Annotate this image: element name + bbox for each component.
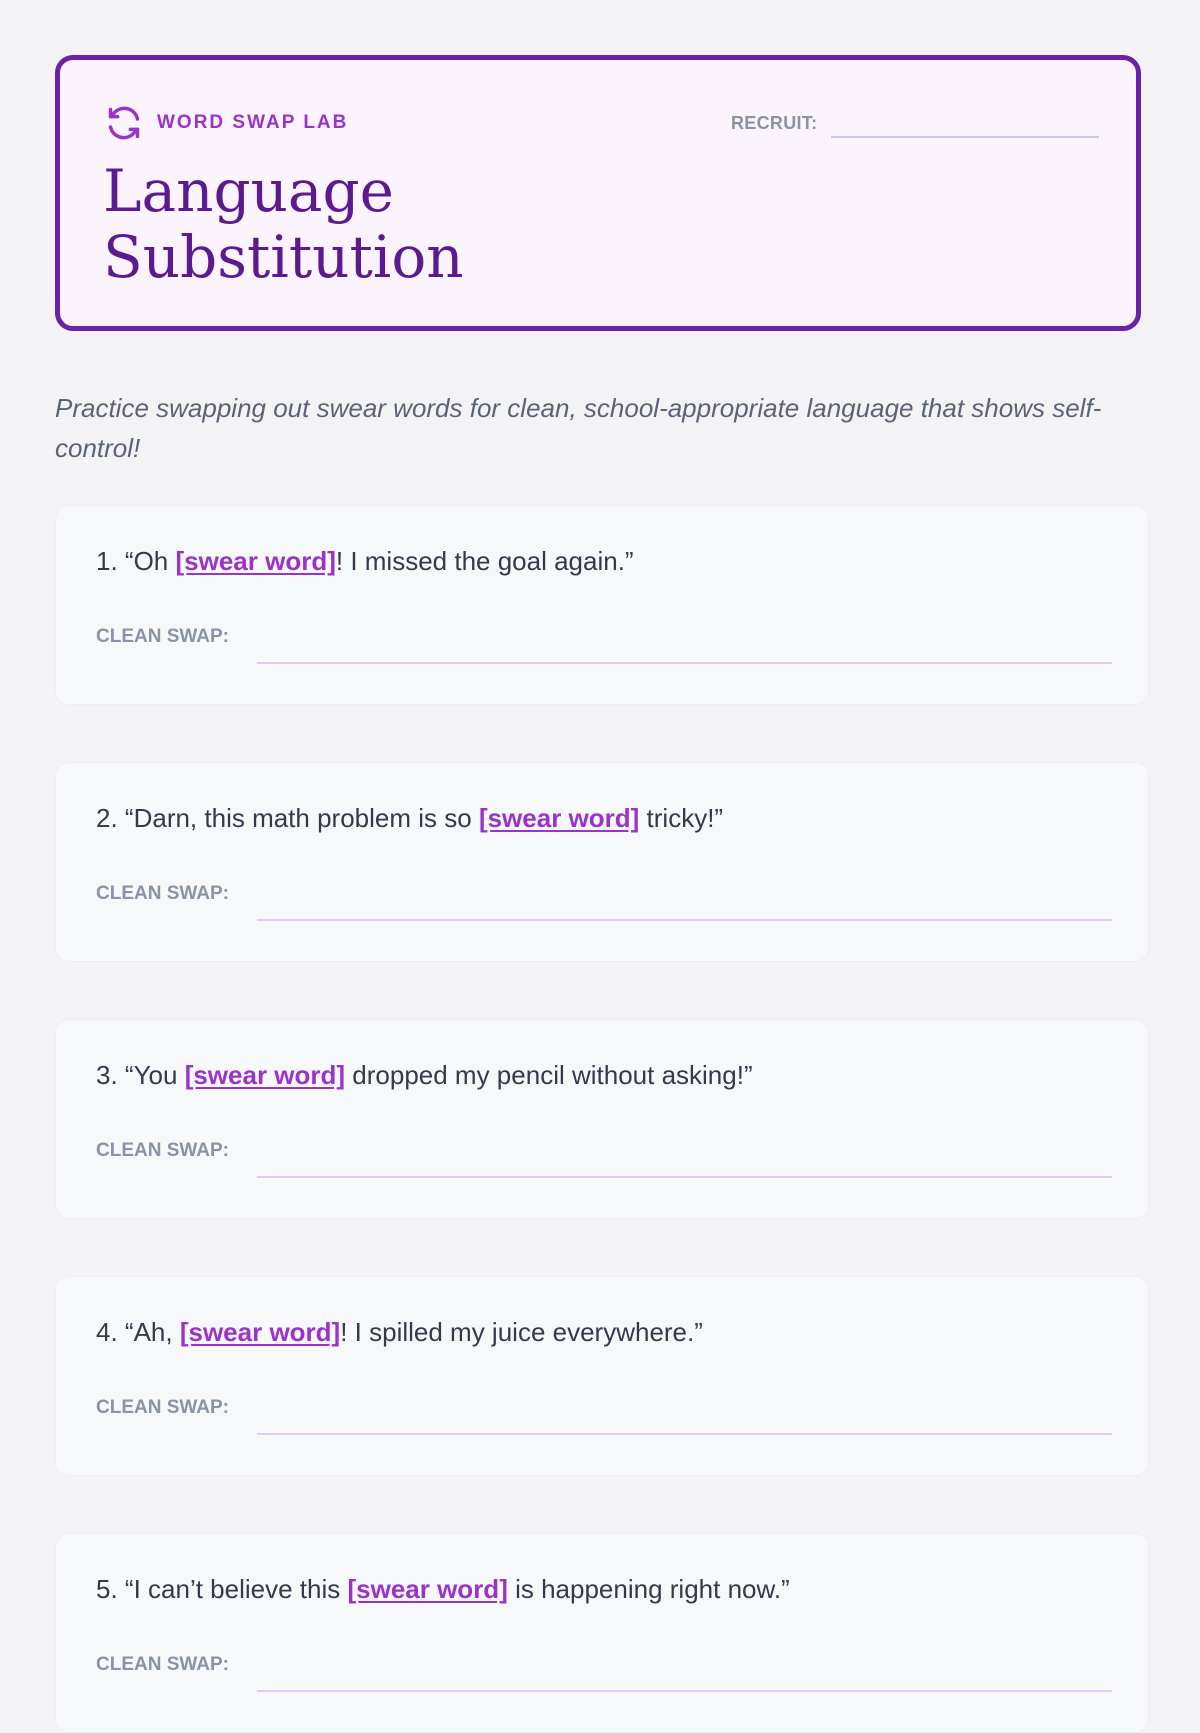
clean-swap-label: CLEAN SWAP: bbox=[96, 883, 229, 904]
prompt-before: “Ah, bbox=[124, 1317, 180, 1347]
swear-word-placeholder: [swear word] bbox=[347, 1574, 508, 1604]
prompt-after: ! I missed the goal again.” bbox=[335, 546, 634, 576]
exercise-card bbox=[55, 762, 1149, 962]
recruit-name-line[interactable] bbox=[831, 136, 1099, 138]
prompt-before: “You bbox=[124, 1060, 185, 1090]
refresh-icon bbox=[105, 104, 143, 142]
brand-label: WORD SWAP LAB bbox=[157, 112, 349, 133]
exercise-number: 2. bbox=[96, 803, 118, 833]
exercise-card bbox=[55, 1533, 1149, 1733]
exercise-number: 1. bbox=[96, 546, 118, 576]
intro-text: Practice swapping out swear words for clean, school-appropriate language that shows self-control! bbox=[55, 393, 1102, 463]
clean-swap-row bbox=[96, 1140, 1112, 1162]
prompt-after: tricky!” bbox=[639, 803, 724, 833]
clean-swap-answer-line[interactable] bbox=[257, 1176, 1112, 1178]
exercise-number: 4. bbox=[96, 1317, 118, 1347]
clean-swap-answer-line[interactable] bbox=[257, 1433, 1112, 1435]
clean-swap-row bbox=[96, 1654, 1112, 1676]
header-card bbox=[55, 55, 1141, 331]
swear-word-placeholder: [swear word] bbox=[179, 1317, 341, 1347]
prompt-before: “Darn, this math problem is so bbox=[124, 803, 479, 833]
exercise-prompt bbox=[96, 1317, 703, 1348]
exercise-number: 3. bbox=[96, 1060, 118, 1090]
clean-swap-row bbox=[96, 1397, 1112, 1419]
exercise-prompt bbox=[96, 1574, 790, 1605]
clean-swap-label: CLEAN SWAP: bbox=[96, 626, 229, 647]
swear-word-placeholder: [swear word] bbox=[175, 546, 336, 576]
prompt-after: ! I spilled my juice everywhere.” bbox=[340, 1317, 703, 1347]
recruit-label: RECRUIT: bbox=[731, 113, 818, 133]
page-title: Language Substitution bbox=[103, 157, 464, 291]
brand-row bbox=[105, 104, 348, 142]
exercise-prompt bbox=[96, 803, 723, 834]
clean-swap-label: CLEAN SWAP: bbox=[96, 1654, 229, 1675]
clean-swap-answer-line[interactable] bbox=[257, 919, 1112, 921]
recruit-field bbox=[731, 113, 1099, 134]
clean-swap-answer-line[interactable] bbox=[257, 662, 1112, 664]
prompt-after: dropped my pencil without asking!” bbox=[345, 1060, 753, 1090]
prompt-before: “I can’t believe this bbox=[124, 1574, 348, 1604]
swear-word-placeholder: [swear word] bbox=[184, 1060, 346, 1090]
prompt-before: “Oh bbox=[124, 546, 176, 576]
exercise-card bbox=[55, 1276, 1149, 1476]
swear-word-placeholder: [swear word] bbox=[478, 803, 640, 833]
exercise-prompt bbox=[96, 1060, 753, 1091]
clean-swap-row bbox=[96, 626, 1112, 648]
exercise-number: 5. bbox=[96, 1574, 118, 1604]
clean-swap-answer-line[interactable] bbox=[257, 1690, 1112, 1692]
exercise-prompt bbox=[96, 546, 634, 577]
clean-swap-label: CLEAN SWAP: bbox=[96, 1397, 229, 1418]
exercise-card bbox=[55, 505, 1149, 705]
clean-swap-row bbox=[96, 883, 1112, 905]
exercise-card bbox=[55, 1019, 1149, 1219]
prompt-after: is happening right now.” bbox=[507, 1574, 790, 1604]
clean-swap-label: CLEAN SWAP: bbox=[96, 1140, 229, 1161]
